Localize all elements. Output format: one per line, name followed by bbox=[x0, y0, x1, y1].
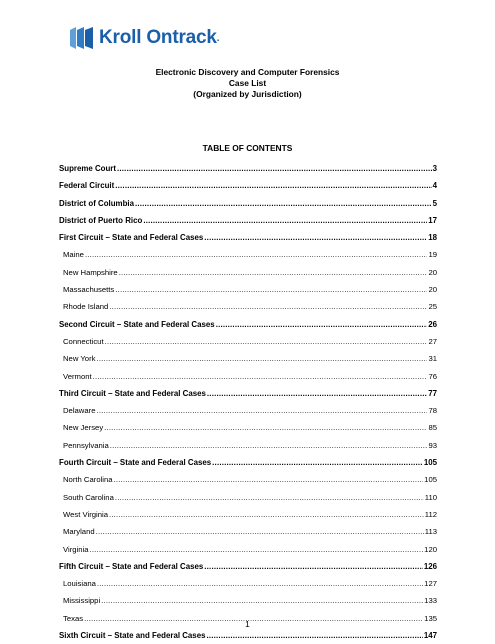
toc-entry[interactable] bbox=[59, 523, 437, 540]
logo-text: Kroll Ontrack bbox=[99, 27, 217, 48]
dot-leader bbox=[207, 385, 427, 402]
dot-leader bbox=[206, 627, 422, 644]
toc-entry[interactable] bbox=[59, 489, 437, 506]
toc-entry-page: 20 bbox=[428, 267, 437, 277]
dot-leader bbox=[96, 523, 424, 540]
toc-entry-page: 25 bbox=[428, 302, 437, 312]
toc-entry-page: 26 bbox=[428, 319, 437, 329]
toc-entry-label: Fourth Circuit – State and Federal Cases bbox=[59, 458, 212, 468]
toc-entry-page: 77 bbox=[428, 388, 437, 398]
dot-leader bbox=[90, 541, 424, 558]
toc-entry-page: 93 bbox=[428, 440, 437, 450]
dot-leader bbox=[97, 575, 423, 592]
toc-entry-label: Massachusetts bbox=[63, 285, 115, 295]
toc-entry-label: District of Puerto Rico bbox=[59, 215, 143, 225]
kroll-ontrack-logo bbox=[70, 26, 220, 50]
toc-entry-page: 4 bbox=[432, 181, 437, 191]
document-title-line-2: Case List bbox=[228, 78, 267, 88]
toc-entry[interactable] bbox=[59, 471, 437, 488]
toc-entry-label: Rhode Island bbox=[63, 302, 109, 312]
toc-entry-label: West Virginia bbox=[63, 509, 109, 519]
document-title-line-3: (Organized by Jurisdiction) bbox=[193, 89, 302, 99]
toc-entry[interactable] bbox=[59, 385, 437, 402]
toc-entry-label: New Jersey bbox=[63, 423, 104, 433]
toc-entry-page: 20 bbox=[428, 285, 437, 295]
toc-entry[interactable] bbox=[59, 316, 437, 333]
toc-entry-label: Maine bbox=[63, 250, 84, 260]
toc-entry-label: Pennsylvania bbox=[63, 440, 109, 450]
toc-entry-page: 135 bbox=[424, 613, 437, 623]
toc-entry-label: District of Columbia bbox=[59, 198, 134, 208]
toc-entry-label: New Hampshire bbox=[63, 267, 118, 277]
toc-entry[interactable] bbox=[59, 281, 437, 298]
toc-entry-label: Vermont bbox=[63, 371, 92, 381]
toc-entry-page: 27 bbox=[428, 336, 437, 346]
toc-entry[interactable] bbox=[59, 160, 437, 177]
dot-leader bbox=[143, 212, 427, 229]
toc-entry[interactable] bbox=[59, 350, 437, 367]
dot-leader bbox=[110, 437, 428, 454]
toc-entry[interactable] bbox=[59, 419, 437, 436]
toc-entry-page: 85 bbox=[428, 423, 437, 433]
toc-entry-page: 18 bbox=[428, 233, 437, 243]
toc-entry[interactable] bbox=[59, 454, 437, 471]
toc-entry-label: South Carolina bbox=[63, 492, 114, 502]
toc-entry[interactable] bbox=[59, 558, 437, 575]
toc-entry-label: First Circuit – State and Federal Cases bbox=[59, 233, 204, 243]
toc-entry-label: Second Circuit – State and Federal Cases bbox=[59, 319, 215, 329]
dot-leader bbox=[105, 333, 428, 350]
dot-leader bbox=[96, 402, 427, 419]
toc-entry-label: North Carolina bbox=[63, 475, 113, 485]
dot-leader bbox=[114, 471, 424, 488]
toc-entry-label: Sixth Circuit – State and Federal Cases bbox=[59, 631, 206, 641]
toc-entry-page: 147 bbox=[423, 631, 437, 641]
toc-entry-page: 120 bbox=[424, 544, 437, 554]
toc-entry[interactable] bbox=[59, 402, 437, 419]
toc-entry[interactable] bbox=[59, 246, 437, 263]
dot-leader bbox=[93, 368, 428, 385]
toc-entry[interactable] bbox=[59, 177, 437, 194]
toc-entry-page: 17 bbox=[428, 215, 437, 225]
toc-entry-label: Supreme Court bbox=[59, 164, 116, 173]
dot-leader bbox=[135, 195, 432, 212]
toc-entry-page: 110 bbox=[424, 492, 437, 502]
dot-leader bbox=[96, 350, 427, 367]
toc-entry-page: 76 bbox=[428, 371, 437, 381]
toc-entry[interactable] bbox=[59, 333, 437, 350]
dot-leader bbox=[216, 316, 428, 333]
toc-entry-label: Third Circuit – State and Federal Cases bbox=[59, 388, 206, 398]
toc-entry-label: Delaware bbox=[63, 406, 96, 416]
toc-entry[interactable] bbox=[59, 592, 437, 609]
toc-entry-page: 112 bbox=[424, 509, 437, 519]
toc-heading: TABLE OF CONTENTS bbox=[202, 143, 293, 153]
toc-entry[interactable] bbox=[59, 627, 437, 644]
dot-leader bbox=[204, 229, 427, 246]
toc-entry-page: 31 bbox=[428, 354, 437, 364]
dot-leader bbox=[115, 177, 431, 194]
dot-leader bbox=[117, 160, 432, 177]
book-logo-icon bbox=[70, 27, 94, 49]
dot-leader bbox=[101, 592, 423, 609]
toc-entry-page: 113 bbox=[424, 527, 437, 537]
toc-entry-page: 105 bbox=[423, 458, 437, 468]
toc-entry-page: 126 bbox=[423, 561, 437, 571]
toc-entry-label: Connecticut bbox=[63, 336, 104, 346]
dot-leader bbox=[212, 454, 423, 471]
toc-entry-label: Louisiana bbox=[63, 579, 96, 589]
toc-entry-label: Fifth Circuit – State and Federal Cases bbox=[59, 561, 204, 571]
toc-entry-label: Mississippi bbox=[63, 596, 101, 606]
toc-entry-page: 105 bbox=[424, 475, 437, 485]
toc-entry[interactable] bbox=[59, 575, 437, 592]
toc-entry-label: Virginia bbox=[63, 544, 89, 554]
toc-entry-page: 133 bbox=[424, 596, 437, 606]
toc-entry-label: Maryland bbox=[63, 527, 95, 537]
toc-entry-label: Federal Circuit bbox=[59, 181, 115, 191]
toc-entry[interactable] bbox=[59, 541, 437, 558]
toc-entry[interactable] bbox=[59, 212, 437, 229]
dot-leader bbox=[115, 281, 427, 298]
toc-entry-page: 19 bbox=[428, 250, 437, 260]
toc-entry-page: 3 bbox=[432, 164, 437, 173]
dot-leader bbox=[115, 489, 424, 506]
toc-entry[interactable] bbox=[59, 264, 437, 281]
table-of-contents bbox=[59, 160, 437, 644]
toc-entry-page: 127 bbox=[424, 579, 437, 589]
toc-entry[interactable] bbox=[59, 229, 437, 246]
toc-entry[interactable] bbox=[59, 506, 437, 523]
dot-leader bbox=[109, 298, 427, 315]
dot-leader bbox=[109, 506, 424, 523]
dot-leader bbox=[104, 419, 427, 436]
toc-entry-label: Texas bbox=[63, 613, 84, 623]
toc-entry[interactable] bbox=[59, 298, 437, 315]
logo-mark: . bbox=[216, 32, 220, 44]
document-title-line-1: Electronic Discovery and Computer Forensics bbox=[155, 67, 340, 77]
dot-leader bbox=[85, 246, 427, 263]
toc-entry[interactable] bbox=[59, 195, 437, 212]
dot-leader bbox=[204, 558, 423, 575]
toc-entry[interactable] bbox=[59, 368, 437, 385]
page-number: 1 bbox=[245, 619, 250, 629]
toc-entry[interactable] bbox=[59, 437, 437, 454]
toc-entry-page: 5 bbox=[432, 198, 437, 208]
toc-entry-page: 78 bbox=[428, 406, 437, 416]
toc-entry-label: New York bbox=[63, 354, 96, 364]
dot-leader bbox=[119, 264, 428, 281]
